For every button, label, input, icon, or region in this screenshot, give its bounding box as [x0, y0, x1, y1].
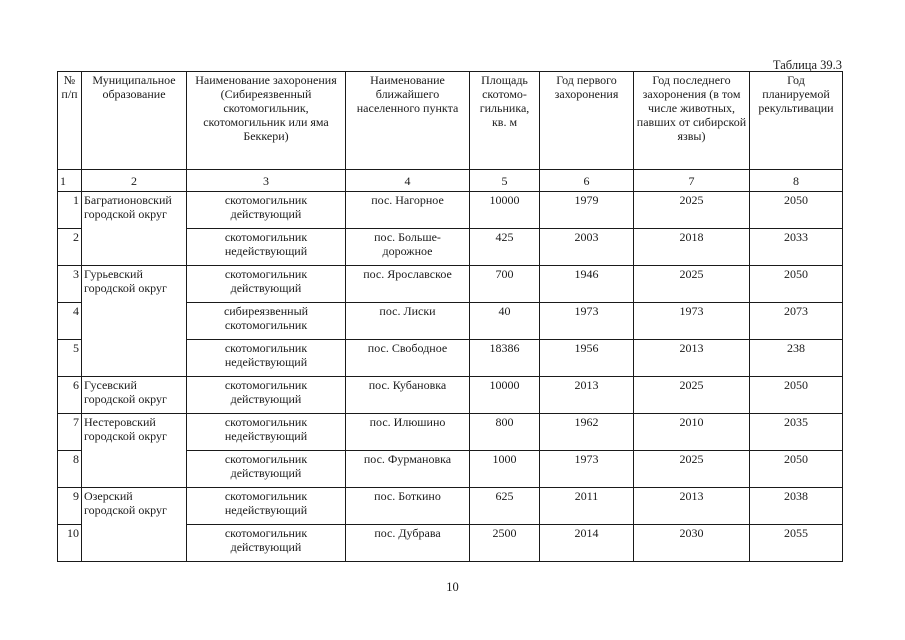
- row-index: 2: [58, 229, 82, 266]
- table-row: [58, 488, 843, 525]
- recultivation-cell: 2050: [750, 192, 843, 229]
- table-row: [58, 414, 843, 451]
- row-index: 9: [58, 488, 82, 525]
- row-index: 7: [58, 414, 82, 451]
- column-number: 2: [82, 170, 187, 192]
- first-burial-cell: 2013: [540, 377, 634, 414]
- municipality-cell: Гурьевский городской округ: [82, 266, 187, 377]
- settlement-cell: пос. Лиски: [346, 303, 470, 340]
- last-burial-cell: 2025: [634, 266, 750, 303]
- settlement-cell: пос. Фурмановка: [346, 451, 470, 488]
- last-burial-cell: 2030: [634, 525, 750, 562]
- first-burial-cell: 1956: [540, 340, 634, 377]
- last-burial-cell: 2013: [634, 488, 750, 525]
- burial-name-cell: скотомогильник действующий: [187, 266, 346, 303]
- area-cell: 10000: [470, 377, 540, 414]
- recultivation-cell: 2073: [750, 303, 843, 340]
- area-cell: 2500: [470, 525, 540, 562]
- burial-name-cell: скотомогильник недействующий: [187, 488, 346, 525]
- header-index: № п/п: [58, 72, 82, 170]
- burial-name-cell: скотомогильник действующий: [187, 192, 346, 229]
- municipality-cell: Озерский городской округ: [82, 488, 187, 562]
- row-index: 6: [58, 377, 82, 414]
- first-burial-cell: 1946: [540, 266, 634, 303]
- column-number: 5: [470, 170, 540, 192]
- table-row: [58, 192, 843, 229]
- recultivation-cell: 2035: [750, 414, 843, 451]
- burial-sites-table: [57, 71, 843, 562]
- last-burial-cell: 2025: [634, 377, 750, 414]
- recultivation-cell: 2033: [750, 229, 843, 266]
- table-caption: Таблица 39.3: [772, 58, 842, 72]
- last-burial-cell: 2013: [634, 340, 750, 377]
- first-burial-cell: 1973: [540, 303, 634, 340]
- first-burial-cell: 1962: [540, 414, 634, 451]
- first-burial-cell: 2014: [540, 525, 634, 562]
- area-cell: 40: [470, 303, 540, 340]
- area-cell: 18386: [470, 340, 540, 377]
- recultivation-cell: 2038: [750, 488, 843, 525]
- header-area: Площадь скотомо- гильника, кв. м: [470, 72, 540, 170]
- column-number: 1: [58, 170, 82, 192]
- header-row: [58, 72, 843, 170]
- last-burial-cell: 2010: [634, 414, 750, 451]
- recultivation-cell: 2050: [750, 377, 843, 414]
- page-number: 10: [446, 580, 459, 594]
- column-number: 4: [346, 170, 470, 192]
- area-cell: 1000: [470, 451, 540, 488]
- area-cell: 425: [470, 229, 540, 266]
- burial-name-cell: скотомогильник недействующий: [187, 229, 346, 266]
- first-burial-cell: 2011: [540, 488, 634, 525]
- first-burial-cell: 2003: [540, 229, 634, 266]
- settlement-cell: пос. Больше- дорожное: [346, 229, 470, 266]
- row-index: 1: [58, 192, 82, 229]
- first-burial-cell: 1973: [540, 451, 634, 488]
- header-burial-name: Наименование захоронения (Сибиреязвенный скотомогильник, скотомогильник или яма Беккери): [187, 72, 346, 170]
- recultivation-cell: 2050: [750, 266, 843, 303]
- row-index: 3: [58, 266, 82, 303]
- table-row: [58, 377, 843, 414]
- column-number: 7: [634, 170, 750, 192]
- settlement-cell: пос. Кубановка: [346, 377, 470, 414]
- table-row: [58, 266, 843, 303]
- settlement-cell: пос. Нагорное: [346, 192, 470, 229]
- header-last-burial: Год последнего захоронения (в том числе животных, павших от сибирской язвы): [634, 72, 750, 170]
- settlement-cell: пос. Ярославское: [346, 266, 470, 303]
- row-index: 4: [58, 303, 82, 340]
- row-index: 8: [58, 451, 82, 488]
- area-cell: 625: [470, 488, 540, 525]
- recultivation-cell: 2050: [750, 451, 843, 488]
- column-number: 8: [750, 170, 843, 192]
- last-burial-cell: 2025: [634, 451, 750, 488]
- area-cell: 800: [470, 414, 540, 451]
- settlement-cell: пос. Илюшино: [346, 414, 470, 451]
- burial-name-cell: скотомогильник действующий: [187, 525, 346, 562]
- burial-name-cell: скотомогильник действующий: [187, 377, 346, 414]
- burial-name-cell: скотомогильник недействующий: [187, 340, 346, 377]
- column-number: 3: [187, 170, 346, 192]
- area-cell: 700: [470, 266, 540, 303]
- burial-name-cell: скотомогильник действующий: [187, 451, 346, 488]
- header-first-burial: Год первого захоронения: [540, 72, 634, 170]
- settlement-cell: пос. Дубрава: [346, 525, 470, 562]
- header-municipality: Муниципальное образование: [82, 72, 187, 170]
- municipality-cell: Нестеровский городской округ: [82, 414, 187, 488]
- recultivation-cell: 238: [750, 340, 843, 377]
- row-index: 5: [58, 340, 82, 377]
- row-index: 10: [58, 525, 82, 562]
- recultivation-cell: 2055: [750, 525, 843, 562]
- last-burial-cell: 1973: [634, 303, 750, 340]
- column-number: 6: [540, 170, 634, 192]
- burial-name-cell: скотомогильник недействующий: [187, 414, 346, 451]
- header-recultivation: Год планируемой рекультивации: [750, 72, 843, 170]
- settlement-cell: пос. Боткино: [346, 488, 470, 525]
- last-burial-cell: 2025: [634, 192, 750, 229]
- last-burial-cell: 2018: [634, 229, 750, 266]
- burial-name-cell: сибиреязвенный скотомогильник: [187, 303, 346, 340]
- first-burial-cell: 1979: [540, 192, 634, 229]
- municipality-cell: Багратионовский городской округ: [82, 192, 187, 266]
- area-cell: 10000: [470, 192, 540, 229]
- settlement-cell: пос. Свободное: [346, 340, 470, 377]
- header-settlement: Наименование ближайшего населенного пункта: [346, 72, 470, 170]
- municipality-cell: Гусевский городской округ: [82, 377, 187, 414]
- column-number-row: [58, 170, 843, 192]
